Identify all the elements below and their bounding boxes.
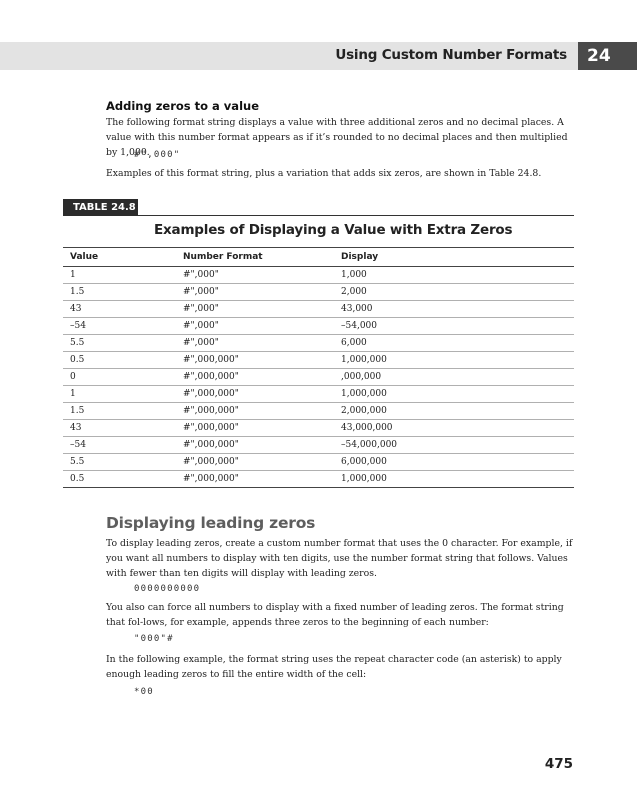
cell-value: 0 [63, 369, 176, 386]
running-header-title: Using Custom Number Formats [335, 47, 567, 63]
cell-value: 5.5 [63, 335, 176, 352]
column-header-number-format: Number Format [176, 248, 334, 267]
table-row [63, 318, 574, 335]
table-label: TABLE 24.8 [63, 199, 138, 216]
paragraph-table-reference: Examples of this format string, plus a variation that adds six zeros, are shown in Table 24.8. [106, 168, 542, 179]
cell-format: #",000,000" [176, 471, 334, 488]
cell-display: ,000,000 [334, 369, 574, 386]
table-row [63, 267, 574, 284]
cell-value: 1 [63, 267, 176, 284]
cell-format: #",000" [176, 318, 334, 335]
code-repeat-format: *00 [134, 687, 154, 697]
cell-value: 1 [63, 386, 176, 403]
cell-value: 0.5 [63, 471, 176, 488]
table-row [63, 471, 574, 488]
cell-display: 43,000,000 [334, 420, 574, 437]
paragraph-fixed-leading-zeros: You also can force all numbers to display with a fixed number of leading zeros. The format string that fol-lows, for example, appends three zeros to the beginning of each number: [106, 602, 564, 628]
cell-format: #",000" [176, 284, 334, 301]
cell-value: 43 [63, 301, 176, 318]
table-row [63, 335, 574, 352]
cell-display: 2,000,000 [334, 403, 574, 420]
table-row [63, 301, 574, 318]
cell-format: #",000,000" [176, 352, 334, 369]
cell-format: #",000,000" [176, 403, 334, 420]
code-format-thousands: #",000" [134, 150, 181, 160]
chapter-number-tab: 24 [578, 42, 637, 70]
cell-format: #",000,000" [176, 420, 334, 437]
code-ten-digit-format: 0000000000 [134, 584, 201, 594]
cell-value: 43 [63, 420, 176, 437]
cell-format: #",000" [176, 301, 334, 318]
cell-display: 1,000 [334, 267, 574, 284]
table-row [63, 454, 574, 471]
extra-zeros-table [63, 247, 574, 488]
page-number: 475 [544, 756, 573, 772]
cell-format: #",000,000" [176, 369, 334, 386]
paragraph-repeat-character: In the following example, the format string uses the repeat character code (an asterisk) to apply enough leading zeros to fill the entire width of the cell: [106, 654, 562, 680]
cell-display: 2,000 [334, 284, 574, 301]
cell-display: –54,000 [334, 318, 574, 335]
cell-display: 1,000,000 [334, 386, 574, 403]
cell-display: 6,000 [334, 335, 574, 352]
table-title-rule [138, 215, 574, 216]
paragraph-adding-zeros-intro: The following format string displays a value with three additional zeros and no decimal places. A value with this number format appears as if it’s rounded to no decimal places and then multiplied by 1,000. [106, 117, 568, 158]
cell-format: #",000,000" [176, 437, 334, 454]
cell-format: #",000,000" [176, 386, 334, 403]
table-header-row [63, 248, 574, 267]
cell-display: 1,000,000 [334, 352, 574, 369]
cell-value: –54 [63, 437, 176, 454]
table-row [63, 284, 574, 301]
cell-display: 1,000,000 [334, 471, 574, 488]
cell-display: 6,000,000 [334, 454, 574, 471]
table-row [63, 369, 574, 386]
column-header-value: Value [63, 248, 176, 267]
code-prefix-zeros-format: "000"# [134, 634, 174, 644]
cell-value: –54 [63, 318, 176, 335]
cell-format: #",000" [176, 267, 334, 284]
cell-value: 5.5 [63, 454, 176, 471]
paragraph-leading-zeros-intro: To display leading zeros, create a custom number format that uses the 0 character. For example, if you want all numbers to display with ten digits, use the number format string that follows. Values with fewer than ten digits will display with leading zeros. [106, 538, 573, 579]
table-title: Examples of Displaying a Value with Extra Zeros [154, 222, 513, 238]
column-header-display: Display [334, 248, 574, 267]
cell-value: 1.5 [63, 284, 176, 301]
cell-display: 43,000 [334, 301, 574, 318]
table-row [63, 403, 574, 420]
cell-value: 1.5 [63, 403, 176, 420]
table-row [63, 352, 574, 369]
cell-format: #",000,000" [176, 454, 334, 471]
cell-value: 0.5 [63, 352, 176, 369]
subsection-heading-adding-zeros: Adding zeros to a value [106, 99, 259, 113]
table-row [63, 386, 574, 403]
cell-display: –54,000,000 [334, 437, 574, 454]
cell-format: #",000" [176, 335, 334, 352]
section-heading-leading-zeros: Displaying leading zeros [106, 514, 316, 532]
table-row [63, 437, 574, 454]
table-row [63, 420, 574, 437]
